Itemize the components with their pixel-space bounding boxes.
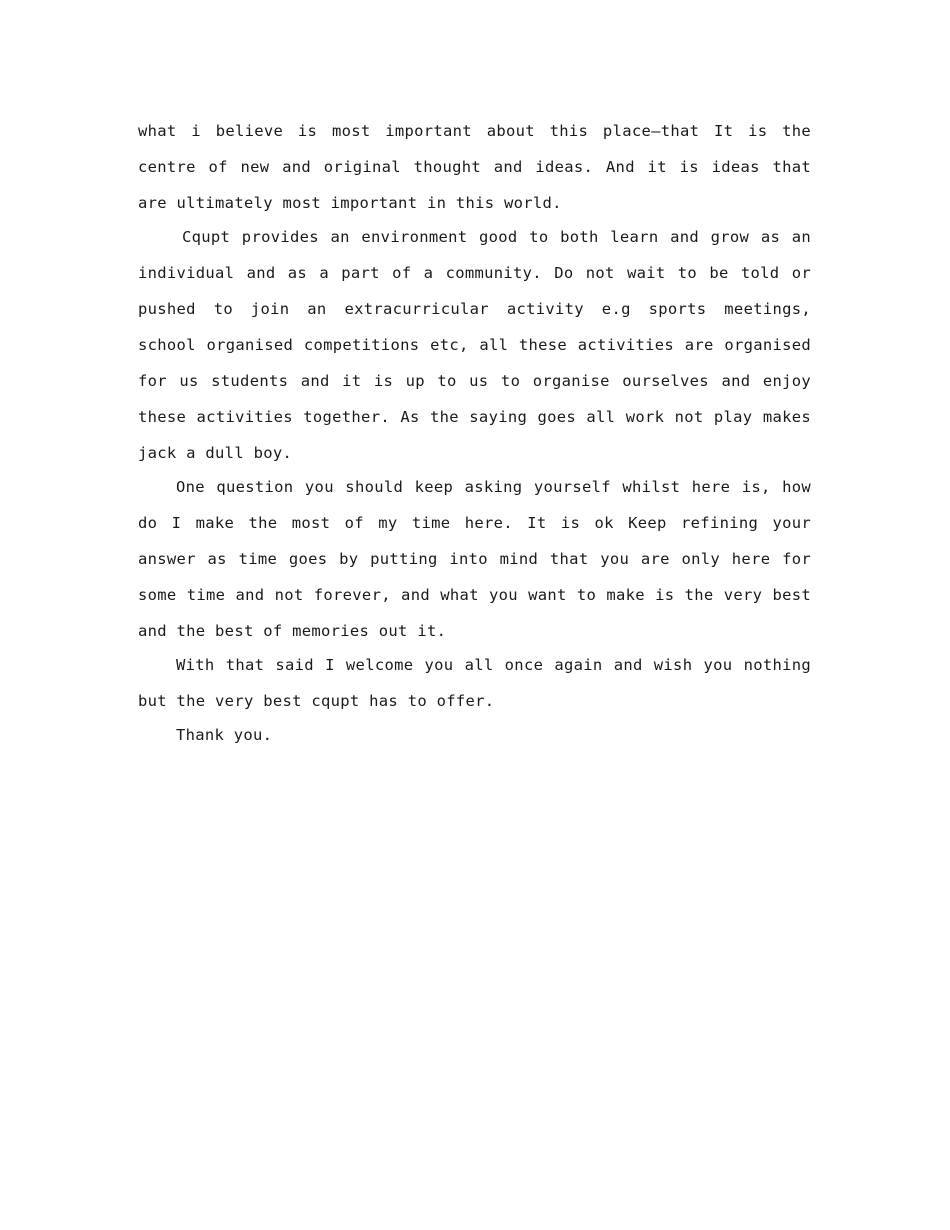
document-body xyxy=(138,113,811,753)
paragraph-welcome: With that said I welcome you all once again and wish you nothing but the very best cqupt has to offer. xyxy=(138,656,811,710)
paragraph-ideas-continuation: what i believe is most important about this place—that It is the centre of new and original thought and ideas. And it is ideas that are ultimately most important in this world. xyxy=(138,122,811,212)
paragraph-question: One question you should keep asking yourself whilst here is, how do I make the most of my time here. It is ok Keep refining your answer as time goes by putting into mind that you are only here for some time and not forever, and what you want to make is the very best and the best of memories out it. xyxy=(138,478,811,640)
paragraph-cqupt-environment: Cqupt provides an environment good to both learn and grow as an individual and as a part of a community. Do not wait to be told or pushed to join an extracurricular activity e.g sports meetings, school organised competitions etc, all these activities are organised for us students and it is up to us to organise ourselves and enjoy these activities together. As the saying goes all work not play makes jack a dull boy. xyxy=(138,228,811,462)
paragraph-thank-you: Thank you. xyxy=(176,726,273,744)
